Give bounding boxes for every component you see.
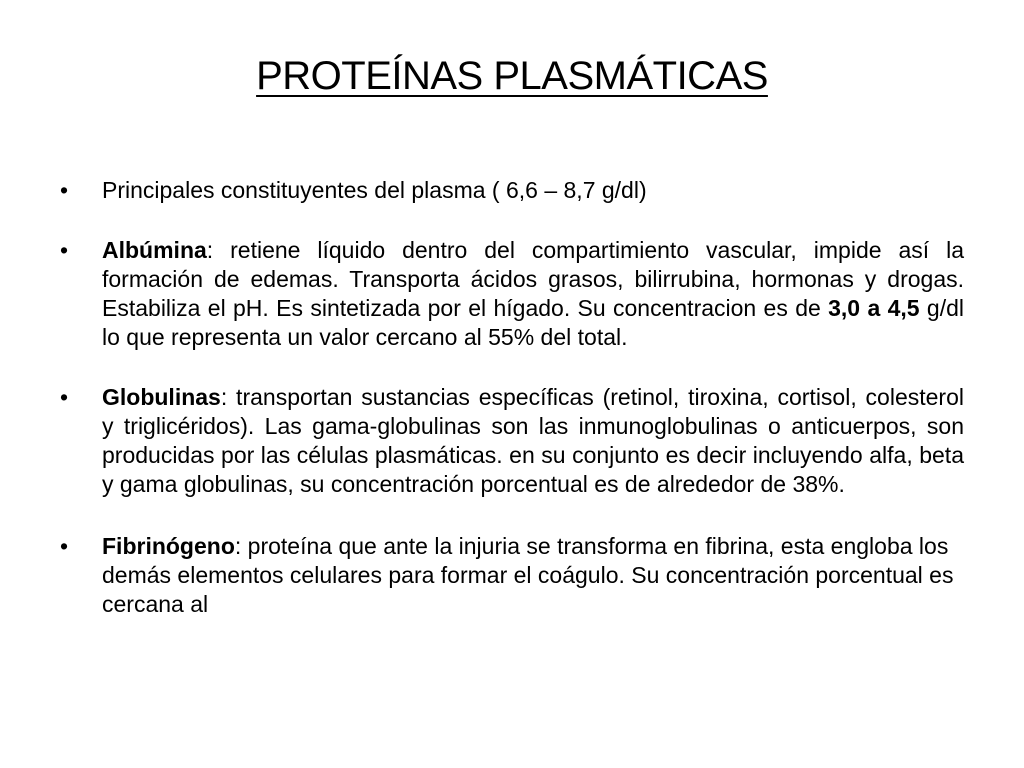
albumina-concentration-value: 3,0 a 4,5: [828, 295, 920, 321]
globulinas-description: : transportan sustancias específicas (retinol, tiroxina, cortisol, colesterol y triglicéridos). Las gama-globulinas son las inmunoglobulinas o anticuerpos, son producidas por las células plasmáticas. en su conjunto es decir incluyendo alfa, beta y gama globulinas, su concentración porcentual es de alrededor de 38%.: [102, 384, 964, 497]
bullet-dot-icon: •: [60, 384, 69, 410]
fibrinogeno-description: : proteína que ante la injuria se transforma en fibrina, esta engloba los demás elementos celulares para formar el coágulo. Su concentración porcentual es cercana al: [102, 533, 954, 617]
bullet-list: [60, 176, 964, 650]
slide-title: PROTEÍNAS PLASMÁTICAS: [256, 54, 768, 98]
bullet-text: [102, 532, 964, 619]
term-albumina: Albúmina: [102, 237, 207, 263]
bullet-item-globulinas: [60, 383, 964, 499]
bullet-dot-icon: •: [60, 533, 69, 559]
bullet-item-albumina: [60, 236, 964, 352]
bullet-dot-icon: •: [60, 237, 69, 263]
term-globulinas: Globulinas: [102, 384, 221, 410]
bullet-dot-icon: •: [60, 177, 69, 203]
albumina-description-end: g/dl lo que representa un valor cercano al 55% del total.: [102, 295, 964, 350]
bullet-item-plasma-constituents: [60, 176, 964, 205]
bullet-text: Principales constituyentes del plasma ( 6,6 – 8,7 g/dl): [102, 177, 647, 203]
bullet-item-fibrinogeno: [60, 532, 964, 619]
term-fibrinogeno: Fibrinógeno: [102, 533, 235, 559]
bullet-text: [102, 383, 964, 499]
albumina-description: : retiene líquido dentro del compartimiento vascular, impide así la formación de edemas. Transporta ácidos grasos, bilirrubina, hormonas y drogas. Estabiliza el pH. Es sintetizada por el hígado. Su concentracion es de: [102, 237, 964, 321]
bullet-text: [102, 236, 964, 352]
